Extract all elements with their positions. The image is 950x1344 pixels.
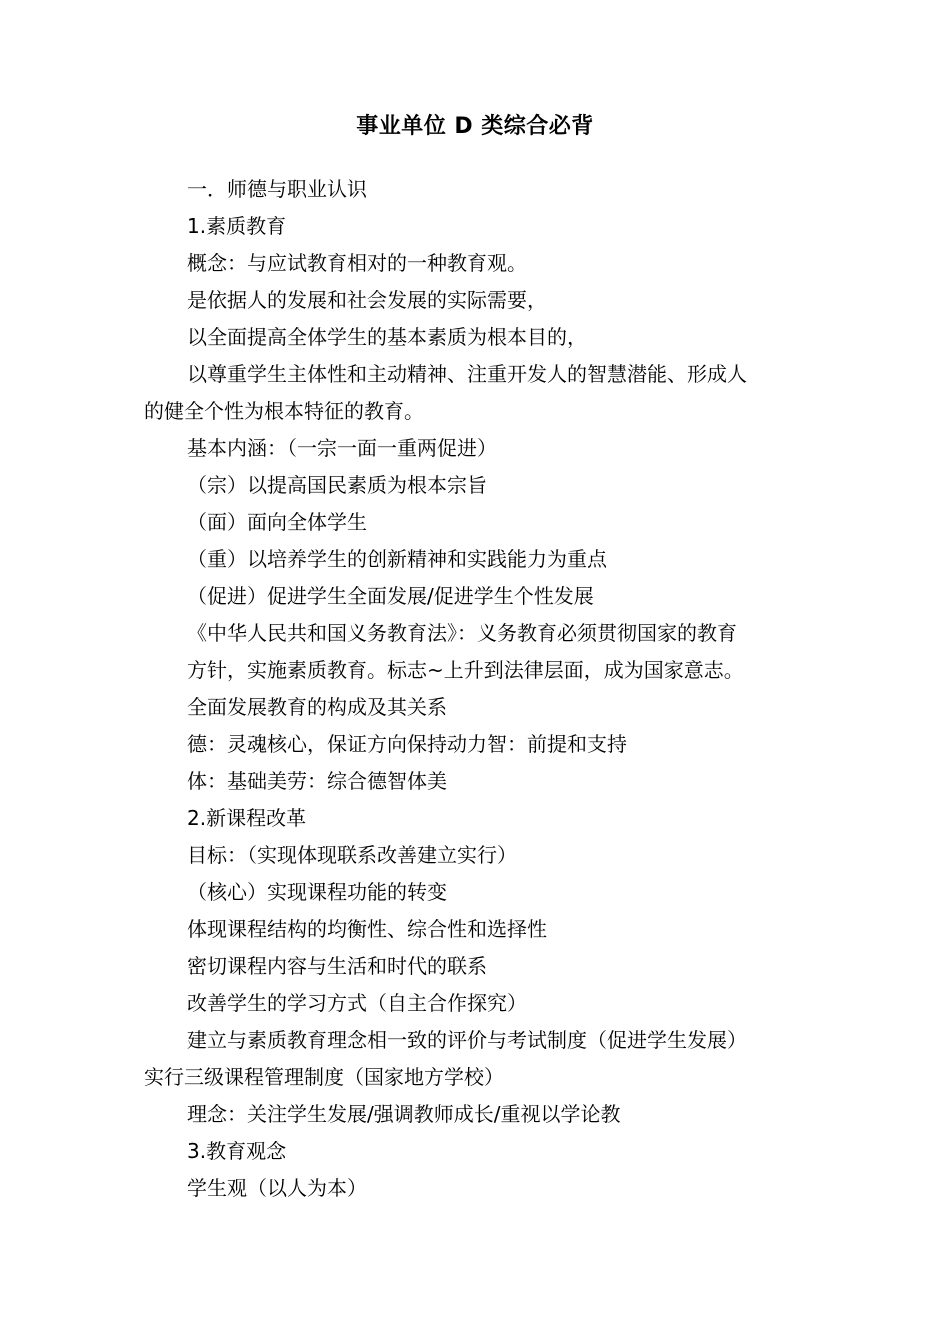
paragraph-line: （宗）以提高国民素质为根本宗旨 (187, 473, 487, 497)
document-title: 事业单位 D 类综合必背 (356, 114, 594, 139)
paragraph-line: 体现课程结构的均衡性、综合性和选择性 (187, 917, 547, 941)
paragraph-line: （促进）促进学生全面发展/促进学生个性发展 (187, 584, 594, 608)
paragraph-line: 建立与素质教育理念相一致的评价与考试制度（促进学生发展） (187, 1028, 747, 1052)
paragraph-line: 3.教育观念 (187, 1139, 287, 1163)
paragraph-line: 理念：关注学生发展/强调教师成长/重视以学论教 (187, 1102, 621, 1126)
paragraph-line: 体：基础美劳：综合德智体美 (187, 769, 447, 793)
paragraph-line: 实行三级课程管理制度（国家地方学校） (144, 1065, 504, 1089)
paragraph-line: 方针，实施素质教育。标志~上升到法律层面，成为国家意志。 (187, 658, 744, 682)
paragraph-line: 2.新课程改革 (187, 806, 307, 830)
paragraph-line: （面）面向全体学生 (187, 510, 367, 534)
paragraph-line: 《中华人民共和国义务教育法》：义务教育必须贯彻国家的教育 (187, 621, 737, 645)
paragraph-line: （重）以培养学生的创新精神和实践能力为重点 (187, 547, 607, 571)
paragraph-line: 概念：与应试教育相对的一种教育观。 (187, 251, 527, 275)
paragraph-line: 学生观（以人为本） (187, 1176, 367, 1200)
paragraph-line: 是依据人的发展和社会发展的实际需要， (187, 288, 547, 312)
paragraph-line: 以全面提高全体学生的基本素质为根本目的， (187, 325, 587, 349)
paragraph-line: 全面发展教育的构成及其关系 (187, 695, 447, 719)
paragraph-line: 一．师德与职业认识 (187, 177, 367, 201)
paragraph-line: 的健全个性为根本特征的教育。 (144, 399, 424, 423)
paragraph-line: 1.素质教育 (187, 214, 287, 238)
paragraph-line: 以尊重学生主体性和主动精神、注重开发人的智慧潜能、形成人 (187, 362, 747, 386)
document-body (144, 171, 814, 1207)
paragraph-line: （核心）实现课程功能的转变 (187, 880, 447, 904)
paragraph-line: 改善学生的学习方式（自主合作探究） (187, 991, 527, 1015)
paragraph-line: 基本内涵：（一宗一面一重两促进） (187, 436, 497, 460)
paragraph-line: 目标：（实现体现联系改善建立实行） (187, 843, 517, 867)
paragraph-line: 密切课程内容与生活和时代的联系 (187, 954, 487, 978)
paragraph-line: 德：灵魂核心，保证方向保持动力智：前提和支持 (187, 732, 627, 756)
